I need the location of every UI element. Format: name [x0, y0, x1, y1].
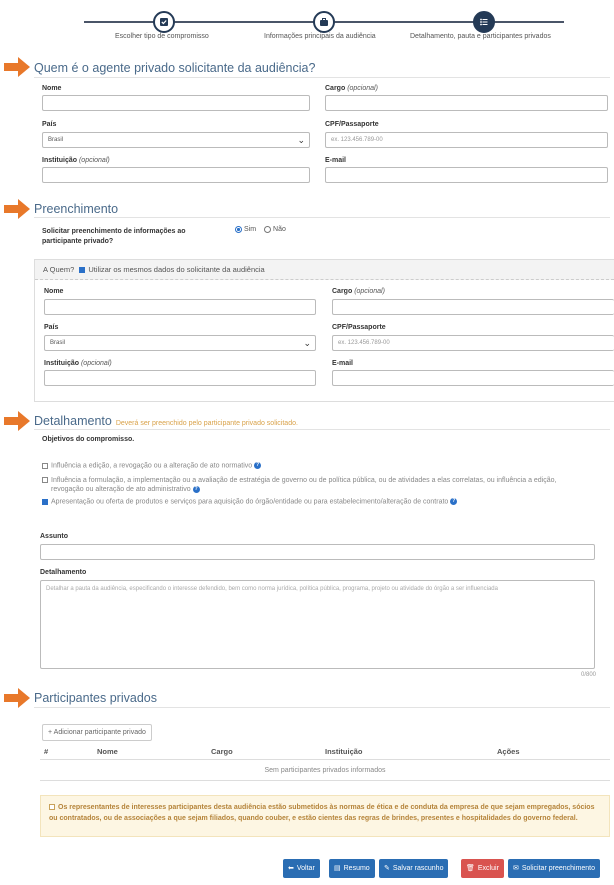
plus-icon: +	[48, 729, 54, 736]
same-data-checkbox[interactable]: Utilizar os mesmos dados do solicitante da audiência	[79, 265, 264, 274]
objective-option-3[interactable]: Apresentação ou oferta de produtos e serviços para aquisição do órgão/entidade ou para estabelecimento/alteração de contrato ?	[42, 498, 457, 505]
help-icon[interactable]: ?	[256, 462, 260, 468]
subject-input[interactable]	[40, 544, 595, 560]
section-detail-title: Detalhamento Deverá ser preenchido pelo participante privado solicitado.	[34, 414, 298, 428]
help-icon[interactable]: ?	[452, 498, 456, 504]
request-fill-button[interactable]: ✉ Solicitar preenchimento	[508, 859, 600, 878]
institution-label: Instituição (opcional)	[42, 157, 110, 164]
fill-radio-group	[235, 226, 286, 233]
arrow-left-icon: ⬅	[288, 865, 294, 872]
radio-yes[interactable]: Sim	[235, 226, 256, 233]
pencil-icon: ✎	[384, 865, 390, 872]
table-divider	[40, 759, 610, 760]
cargo-label: Cargo (opcional)	[325, 85, 378, 92]
name-input[interactable]	[42, 95, 310, 111]
chevron-down-icon: ⌄	[303, 338, 311, 348]
back-button[interactable]: ⬅ Voltar	[283, 859, 320, 878]
delete-button[interactable]: 🗑 Excluir	[461, 859, 504, 878]
section-participants-title: Participantes privados	[34, 691, 157, 705]
step-1-circle[interactable]	[153, 11, 175, 33]
section-requester-title: Quem é o agente privado solicitante da audiência?	[34, 61, 316, 75]
help-icon[interactable]: ?	[194, 485, 198, 492]
detail-textarea[interactable]: Detalhar a pauta da audiência, especificando o interesse defendido, bem como norma jurídica, política pública, programa, projeto ou atividade do órgão a ser influenciada	[40, 580, 595, 669]
chevron-down-icon: ⌄	[297, 135, 305, 145]
recipient-panel-header: A Quem? Utilizar os mesmos dados do solicitante da audiência	[35, 260, 614, 280]
name-label: Nome	[44, 288, 64, 295]
country-label: País	[44, 324, 59, 331]
char-counter: 0/800	[580, 672, 596, 678]
step-2-circle[interactable]	[313, 11, 335, 33]
objectives-label: Objetivos do compromisso.	[42, 436, 135, 443]
step-1-label: Escolher tipo de compromisso	[115, 33, 209, 40]
recipient-email-input[interactable]	[332, 370, 614, 386]
empty-table-message: Sem participantes privados informados	[264, 767, 386, 774]
save-draft-button[interactable]: ✎ Salvar rascunho	[379, 859, 448, 878]
list-icon	[479, 17, 489, 27]
fill-question: Solicitar preenchimento de informações ao participante privado?	[42, 228, 186, 245]
cargo-label: Cargo (opcional)	[332, 288, 385, 295]
section-fill-title: Preenchimento	[34, 202, 119, 216]
table-divider	[40, 780, 610, 781]
column-header-actions: Ações	[497, 747, 520, 756]
arrow-right-icon	[4, 199, 30, 219]
country-label: País	[42, 121, 57, 128]
recipient-country-select[interactable]: Brasil ⌄	[44, 335, 316, 351]
column-header-cargo: Cargo	[211, 747, 233, 756]
cpf-input[interactable]: ex. 123.456.789-00	[325, 132, 608, 148]
add-participant-button[interactable]: + Adicionar participante privado	[42, 724, 152, 741]
section-divider	[34, 429, 610, 430]
column-header-name: Nome	[97, 747, 118, 756]
section-divider	[34, 77, 610, 78]
recipient-name-input[interactable]	[44, 299, 316, 315]
ethics-notice: Os representantes de interesses participantes desta audiência estão submetidos às normas de ética e de conduta da empresa de que sejam empregados, sócios ou contratados, ou de associações a que sejam filiados, quando couber, e estão cientes das regras de brindes, presentes e hospitalidades do governo federal.	[40, 795, 610, 837]
objective-option-2[interactable]: Influência a formulação, a implementação ou a avaliação de estratégia de governo ou de política pública, ou de atividades a elas correlatas, ou influência a edição, revogação ou alteração de ato administrativo ?	[42, 476, 602, 494]
detail-label: Detalhamento	[40, 569, 87, 576]
progress-stepper	[0, 0, 614, 48]
arrow-right-icon	[4, 411, 30, 431]
briefcase-icon	[319, 17, 329, 27]
column-header-number: #	[44, 747, 49, 756]
document-icon: ▤	[334, 865, 341, 872]
arrow-right-icon	[4, 688, 30, 708]
subject-label: Assunto	[40, 533, 68, 540]
institution-input[interactable]	[42, 167, 310, 183]
step-3-circle[interactable]	[473, 11, 495, 33]
stepper-line	[84, 21, 474, 23]
section-divider	[34, 217, 610, 218]
name-label: Nome	[42, 85, 62, 92]
arrow-right-icon	[4, 57, 30, 77]
cpf-label: CPF/Passaporte	[325, 121, 379, 128]
step-3-label: Detalhamento, pauta e participantes privados	[410, 33, 551, 40]
stepper-line-end	[494, 21, 564, 23]
email-input[interactable]	[325, 167, 608, 183]
section-divider	[34, 707, 610, 708]
institution-label: Instituição (opcional)	[44, 360, 112, 367]
column-header-institution: Instituição	[325, 747, 363, 756]
recipient-cargo-input[interactable]	[332, 299, 614, 315]
cpf-label: CPF/Passaporte	[332, 324, 386, 331]
check-square-icon	[159, 17, 169, 27]
cargo-input[interactable]	[325, 95, 608, 111]
email-label: E-mail	[325, 157, 347, 164]
recipient-institution-input[interactable]	[44, 370, 316, 386]
email-label: E-mail	[332, 360, 354, 367]
trash-icon: 🗑	[466, 865, 475, 872]
country-select[interactable]: Brasil ⌄	[42, 132, 310, 148]
radio-no[interactable]: Não	[264, 226, 286, 233]
envelope-icon: ✉	[513, 865, 519, 872]
recipient-cpf-input[interactable]: ex. 123.456.789-00	[332, 335, 614, 351]
step-2-label: Informações principais da audiência	[264, 33, 376, 40]
summary-button[interactable]: ▤ Resumo	[329, 859, 375, 878]
objective-option-1[interactable]: Influência a edição, a revogação ou a alteração de ato normativo ?	[42, 462, 261, 469]
ethics-checkbox[interactable]	[49, 804, 55, 810]
